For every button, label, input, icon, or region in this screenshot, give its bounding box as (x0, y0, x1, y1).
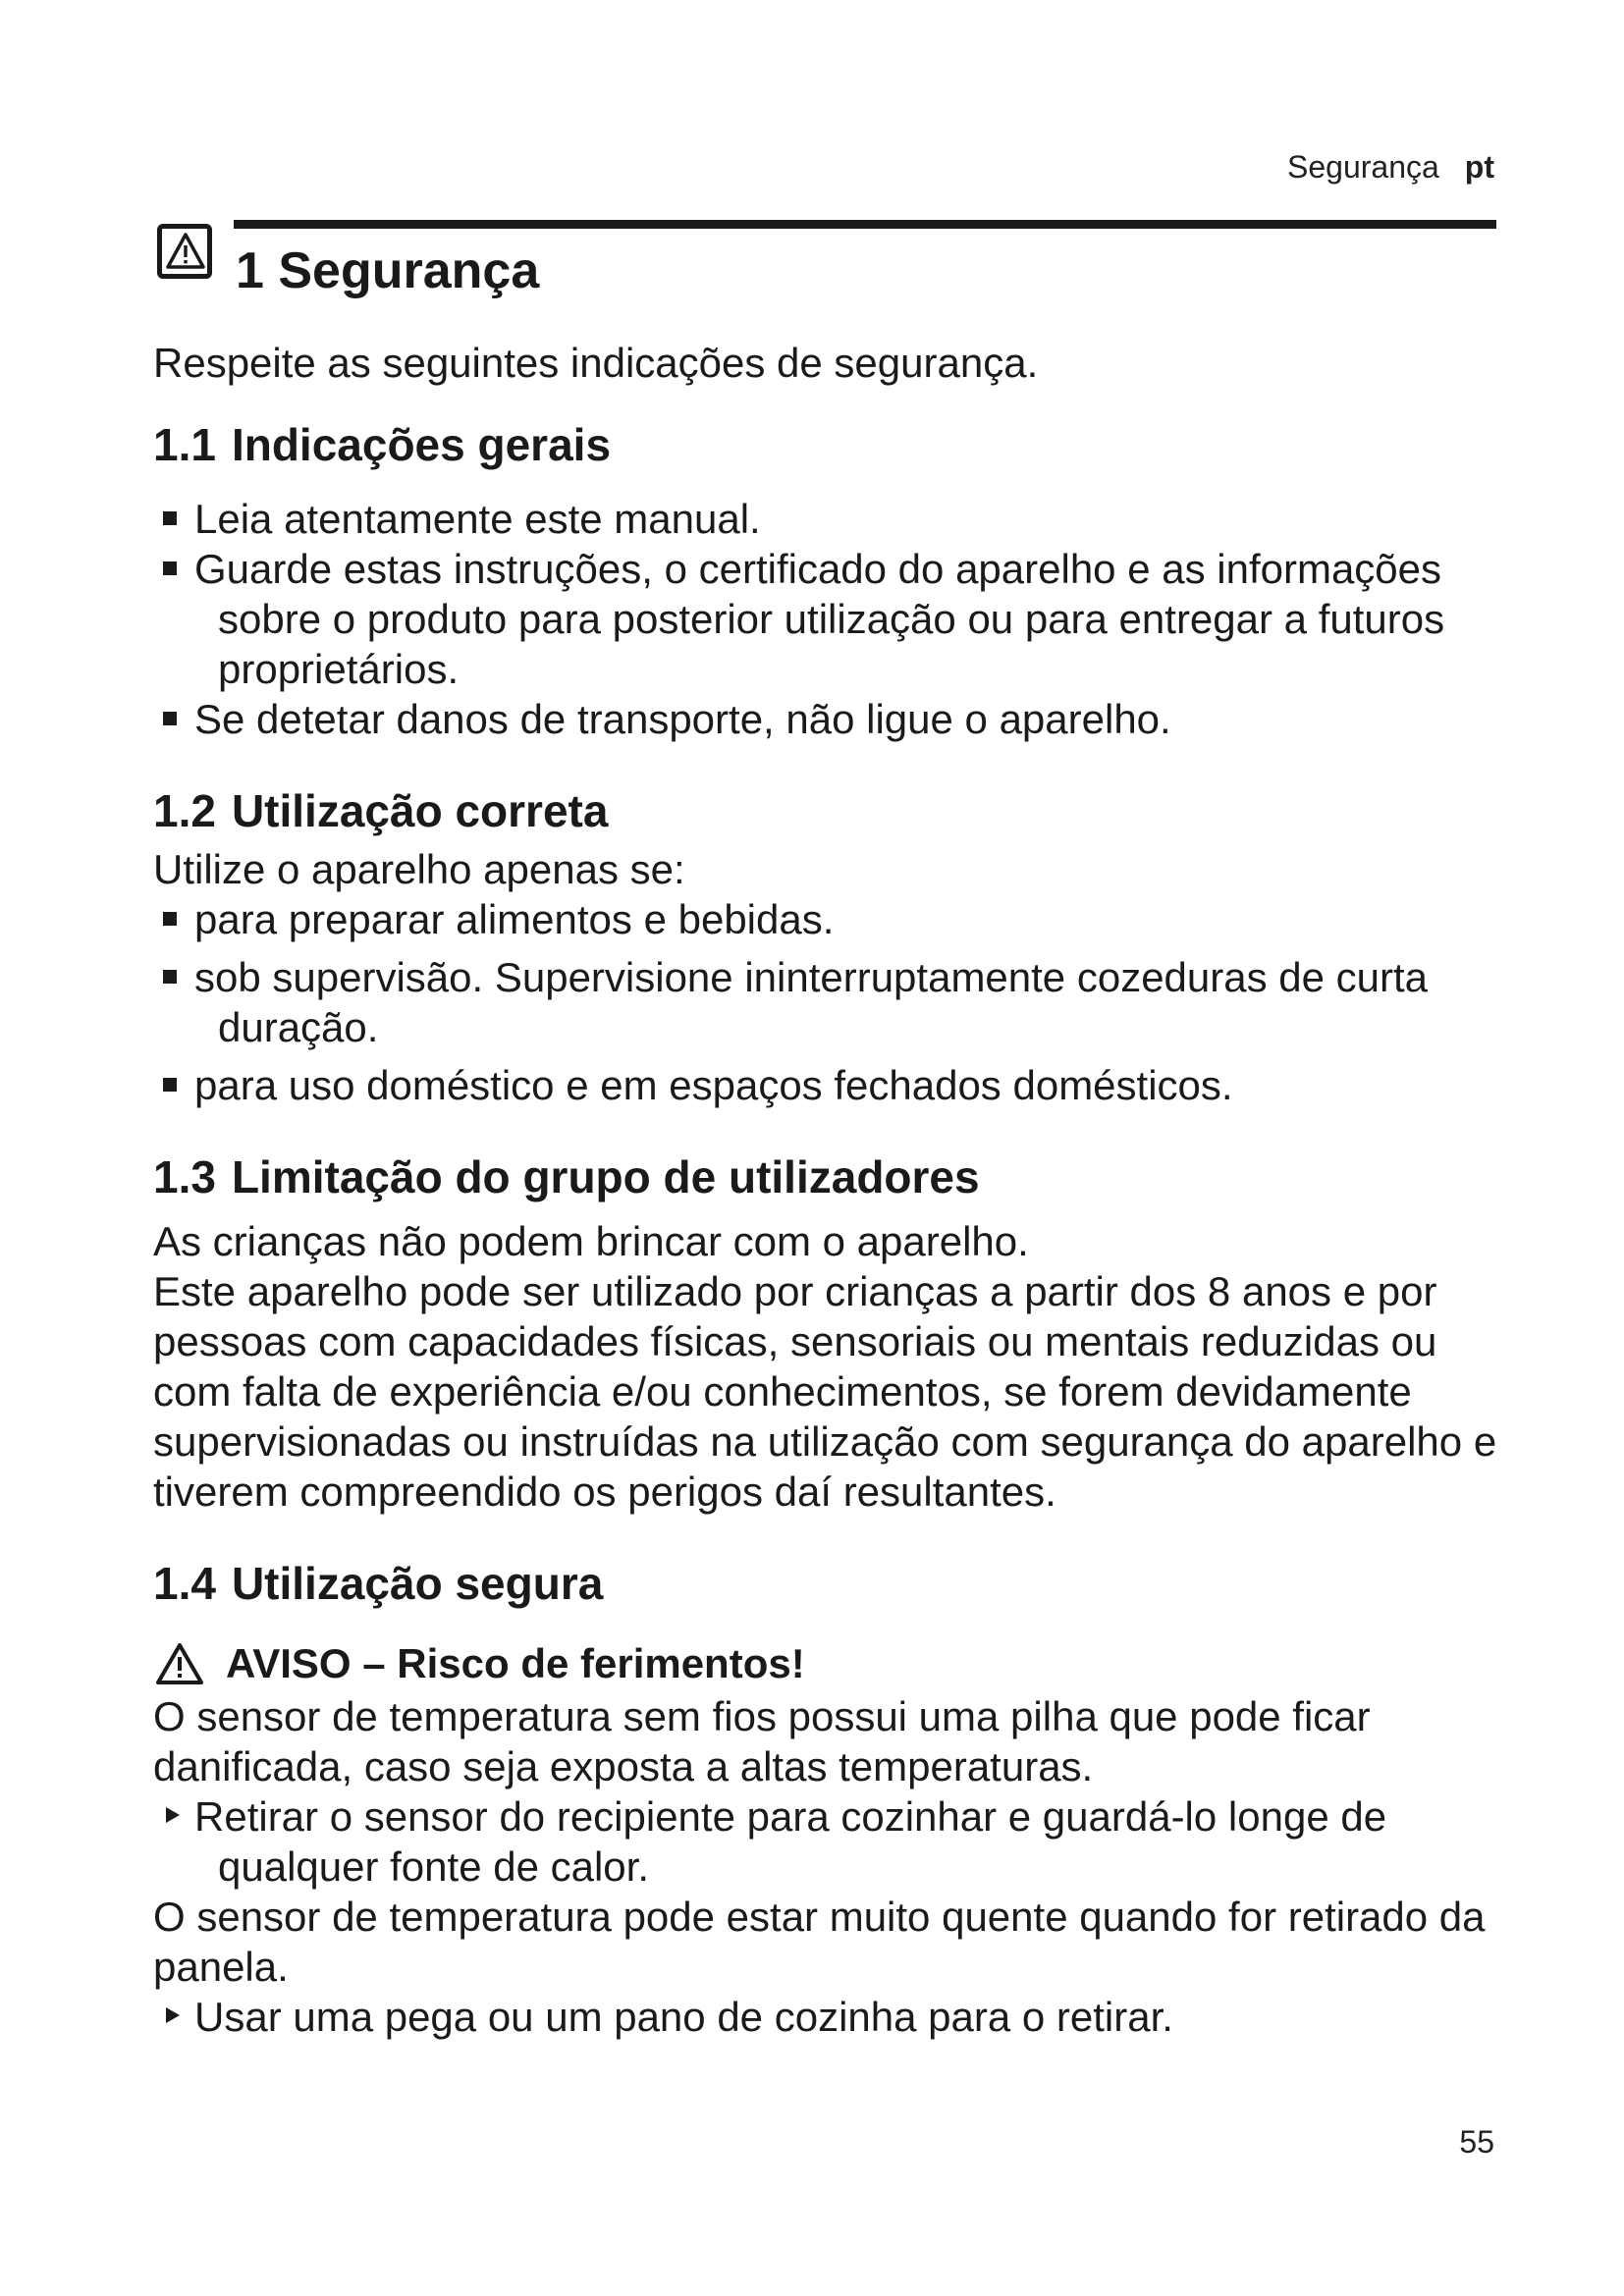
list-item: Guarde estas instruções, o certificado do aparelho e as informações sobre o produto para posterior utilização ou para entregar a futuros proprietários. (153, 544, 1498, 694)
page-content (153, 338, 1498, 2042)
section-number: 1.1 (153, 419, 216, 470)
square-bullet-icon (163, 511, 177, 525)
step-item: Retirar o sensor do recipiente para cozinhar e guardá-lo longe de qualquer fonte de calor. (153, 1791, 1498, 1892)
warning-heading (153, 1636, 1498, 1691)
bullet-list (153, 494, 1498, 744)
section-lead: Utilize o aparelho apenas se: (153, 846, 685, 892)
section-heading (153, 1556, 1498, 1611)
paragraph: Este aparelho pode ser utilizado por crianças a partir dos 8 anos e por pessoas com capacidades físicas, sensoriais ou mentais reduzidas ou com falta de experiência e/ou conhecimentos, se forem devidamente supervisionadas ou instruídas na utilização com segurança do aparelho e tiverem compreendido os perigos daí resultantes. (153, 1268, 1497, 1515)
triangle-bullet-icon (166, 1807, 180, 1823)
square-bullet-icon (163, 1078, 177, 1092)
square-bullet-icon (163, 561, 177, 575)
section-number: 1.3 (153, 1151, 216, 1202)
section-heading (153, 417, 1498, 472)
section-title: Utilização correta (231, 785, 609, 836)
section-safe-use (153, 1556, 1498, 2042)
list-item: para uso doméstico e em espaços fechados domésticos. (153, 1060, 1498, 1110)
chapter-title: 1 Segurança (236, 242, 540, 299)
square-bullet-icon (163, 712, 177, 725)
list-item: Se detetar danos de transporte, não ligue o aparelho. (153, 694, 1498, 744)
paragraph: O sensor de temperatura sem fios possui uma pilha que pode ficar danificada, caso seja exposta a altas temperaturas. (153, 1693, 1371, 1789)
chapter-intro: Respeite as seguintes indicações de segurança. (153, 340, 1039, 386)
triangle-bullet-icon (166, 2007, 180, 2023)
list-item: para preparar alimentos e bebidas. (153, 894, 1498, 944)
warning-icon (157, 224, 212, 279)
running-header-language: pt (1464, 149, 1494, 185)
step-item: Usar uma pega ou um pano de cozinha para o retirar. (153, 1992, 1498, 2042)
square-bullet-icon (163, 912, 177, 926)
step-list (153, 1992, 1498, 2042)
section-heading (153, 783, 1498, 838)
section-heading (153, 1149, 1498, 1204)
warning-label: AVISO – Risco de ferimentos! (226, 1640, 805, 1686)
warning-triangle-icon (155, 1642, 204, 1685)
list-item: sob supervisão. Supervisione ininterruptamente cozeduras de curta duração. (153, 952, 1498, 1052)
section-number: 1.4 (153, 1558, 216, 1609)
chapter-rule (234, 220, 1496, 229)
section-number: 1.2 (153, 785, 216, 836)
bullet-list (153, 894, 1498, 1110)
section-correct-use (153, 783, 1498, 1110)
section-general-indications (153, 417, 1498, 744)
paragraph: O sensor de temperatura pode estar muito quente quando for retirado da panela. (153, 1894, 1486, 1990)
list-item: Leia atentamente este manual. (153, 494, 1498, 544)
section-title: Limitação do grupo de utilizadores (231, 1151, 980, 1202)
section-title: Utilização segura (231, 1558, 604, 1609)
paragraph: As crianças não podem brincar com o aparelho. (153, 1218, 1029, 1264)
step-list (153, 1791, 1498, 1892)
page-number: 55 (1459, 2124, 1494, 2160)
section-title: Indicações gerais (231, 419, 612, 470)
running-header-section: Segurança (1287, 149, 1439, 185)
square-bullet-icon (163, 970, 177, 984)
running-header (1287, 149, 1494, 186)
section-user-group-limitation (153, 1149, 1498, 1517)
